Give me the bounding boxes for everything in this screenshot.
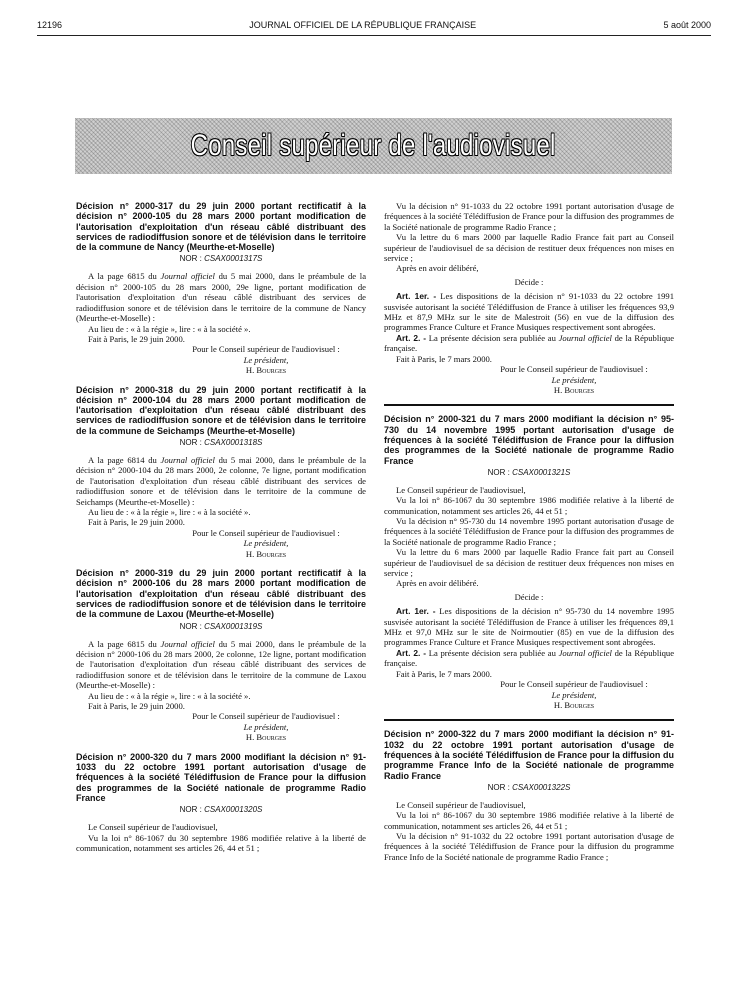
section-divider <box>384 404 674 406</box>
signature-title: Le président, <box>243 721 289 732</box>
decision-2000-318 <box>76 385 366 560</box>
paragraph: Vu la décision n° 91-1033 du 22 octobre 1991 portant autorisation d'usage de fréquences à la société Télédiffusion de France pour la diffusion des programmes de la Société nationale de programme Radio France ; <box>384 201 674 232</box>
paragraph: Le Conseil supérieur de l'audiovisuel, <box>396 484 526 495</box>
paragraph: Fait à Paris, le 7 mars 2000. <box>396 353 492 364</box>
signature-line: Pour le Conseil supérieur de l'audiovisuel : <box>500 679 648 690</box>
issue-date: 5 août 2000 <box>663 20 711 30</box>
paragraph: A la page 6815 du Journal officiel du 5 mai 2000, dans le préambule de la décision n° 2000-105 du 28 mars 2000, 29e ligne, portant modification de l'autorisation d'exploitation d'un réseau câblé distribuant des services de radiodiffusion sonore et de télévision dans le territoire de la commune de Nancy (Meurthe-et-Moselle) : <box>76 271 367 324</box>
paragraph: Le Conseil supérieur de l'audiovisuel, <box>396 799 526 810</box>
decision-title: Décision n° 2000-322 du 7 mars 2000 modifiant la décision n° 91-1032 du 22 octobre 1991 portant autorisation d'usage de fréquences à la société Télédiffusion de France pour la diffusion du programme France Info de la Société nationale de programme Radio France <box>384 729 674 781</box>
paragraph: Vu la loi n° 86-1067 du 30 septembre 1986 modifiée relative à la liberté de communication, notamment ses articles 26, 44 et 51 ; <box>384 495 674 516</box>
signature-line: Pour le Conseil supérieur de l'audiovisuel : <box>192 711 340 722</box>
decide-heading: Décide : <box>514 591 544 602</box>
paragraph: Vu la loi n° 86-1067 du 30 septembre 1986 modifiée relative à la liberté de communication, notamment ses articles 26, 44 et 51 ; <box>76 832 366 853</box>
signature-name: H. Bourges <box>245 548 287 559</box>
paragraph: Vu la lettre du 6 mars 2000 par laquelle Radio France fait part au Conseil supérieur de l'audiovisuel de sa décision de restituer deux fréquences non mises en service ; <box>384 547 674 579</box>
decision-title: Décision n° 2000-321 du 7 mars 2000 modifiant la décision n° 95-730 du 14 novembre 1995 portant autorisation d'usage de fréquences à la société Télédiffusion de France pour la diffusion des programmes de la Société nationale de programme Radio France <box>384 414 674 466</box>
paragraph: Vu la loi n° 86-1067 du 30 septembre 1986 modifiée relative à la liberté de communication, notamment ses articles 26, 44 et 51 ; <box>384 810 674 831</box>
nor-reference: NOR : CSAX0001319S <box>179 621 263 631</box>
nor-reference: NOR : CSAX0001320S <box>179 805 263 815</box>
decision-2000-321 <box>384 414 674 710</box>
signature-title: Le président, <box>551 689 597 700</box>
section-banner <box>75 118 672 174</box>
paragraph: Au lieu de : « à la régie », lire : « à la société ». <box>88 690 251 701</box>
paragraph: Fait à Paris, le 29 juin 2000. <box>88 333 185 344</box>
signature-line: Pour le Conseil supérieur de l'audiovisuel : <box>500 364 648 375</box>
paragraph: Au lieu de : « à la régie », lire : « à la société ». <box>88 507 251 518</box>
article-1: Art. 1er. - Les dispositions de la décision n° 91-1033 du 22 octobre 1991 susvisée autorisant la société Télédiffusion de France à utiliser les fréquences 93,9 MHz et 87,9 MHz sur le site de Malestroit (56) en vue de la diffusion des programmes France Culture et France Musiques respectivement sont abrogées. <box>384 291 674 333</box>
decision-title: Décision n° 2000-320 du 7 mars 2000 modifiant la décision n° 91-1033 du 22 octobre 1991 portant autorisation d'usage de fréquences à la société Télédiffusion de France pour la diffusion des programmes de la Société nationale de programme Radio France <box>76 751 366 803</box>
nor-reference: NOR : CSAX0001318S <box>179 438 263 448</box>
header-rule <box>37 35 711 36</box>
decide-heading: Décide : <box>514 276 544 287</box>
right-column <box>384 201 674 871</box>
decision-2000-320-continued <box>384 201 674 395</box>
paragraph: Fait à Paris, le 29 juin 2000. <box>88 701 185 712</box>
article-2: Art. 2. - La présente décision sera publiée au Journal officiel de la République française. <box>384 332 675 354</box>
paragraph: A la page 6815 du Journal officiel du 5 mai 2000, dans le préambule de la décision n° 2000-106 du 28 mars 2000, 2e colonne, 12e ligne, portant modification de l'autorisation d'exploitation d'un réseau câblé distribuant des services de radiodiffusion sonore et de télévision dans le territoire de la commune de Laxou (Meurthe-et-Moselle) : <box>76 638 367 691</box>
paragraph: A la page 6814 du Journal officiel du 5 mai 2000, dans le préambule de la décision n° 2000-104 du 28 mars 2000, 2e colonne, 7e ligne, portant modification de l'autorisation d'exploitation d'un réseau câblé distribuant des services de radiodiffusion sonore et de télévision dans le territoire de la commune de Seichamps (Meurthe-et-Moselle) : <box>76 455 367 507</box>
section-divider <box>384 719 674 721</box>
nor-reference: NOR : CSAX0001322S <box>487 782 571 792</box>
nor-reference: NOR : CSAX0001317S <box>179 254 263 264</box>
decision-2000-317 <box>76 201 366 376</box>
page-number: 12196 <box>37 20 63 30</box>
paragraph: Après en avoir délibéré, <box>396 263 479 274</box>
decision-2000-320 <box>76 752 366 854</box>
paragraph: Fait à Paris, le 7 mars 2000. <box>396 668 492 679</box>
signature-line: Pour le Conseil supérieur de l'audiovisuel : <box>192 527 340 538</box>
paragraph: Le Conseil supérieur de l'audiovisuel, <box>88 822 218 833</box>
paragraph: Après en avoir délibéré. <box>396 578 479 589</box>
article-1: Art. 1er. - Les dispositions de la décision n° 95-730 du 14 novembre 1995 susvisée autorisant la société Télédiffusion de France à utiliser les fréquences 89,1 MHz et 97,0 MHz sur le site de Noirmoutier (85) en vue de la diffusion des programmes France Culture et France Musiques respectivement sont abrogées. <box>384 606 674 648</box>
nor-reference: NOR : CSAX0001321S <box>487 467 571 477</box>
signature-title: Le président, <box>243 538 289 549</box>
signature-name: H. Bourges <box>553 699 595 710</box>
paragraph: Vu la lettre du 6 mars 2000 par laquelle Radio France fait part au Conseil supérieur de l'audiovisuel de sa décision de restituer deux fréquences non mises en service ; <box>384 232 674 264</box>
decision-2000-319 <box>76 568 366 743</box>
decision-title: Décision n° 2000-319 du 29 juin 2000 portant rectificatif à la décision n° 2000-106 du 28 mars 2000 portant modification de l'autorisation d'exploitation d'un réseau câblé distribuant des services de radiodiffusion sonore et de télévision dans le territoire de la commune de Laxou (Meurthe-et-Moselle) <box>76 568 366 620</box>
left-column <box>76 201 366 862</box>
paragraph: Vu la décision n° 95-730 du 14 novembre 1995 portant autorisation d'usage de fréquences à la société Télédiffusion de France pour la diffusion des programmes de la Société nationale de programme Radio France ; <box>384 516 674 547</box>
paragraph: Au lieu de : « à la régie », lire : « à la société ». <box>88 323 251 334</box>
decision-title: Décision n° 2000-318 du 29 juin 2000 portant rectificatif à la décision n° 2000-104 du 28 mars 2000 portant modification de l'autorisation d'exploitation d'un réseau câblé distribuant des services de radiodiffusion sonore et de télévision dans le territoire de la commune de Seichamps (Meurthe-et-Moselle) <box>76 384 366 436</box>
signature-name: H. Bourges <box>245 732 287 743</box>
article-2: Art. 2. - La présente décision sera publiée au Journal officiel de la République française. <box>384 647 675 669</box>
paragraph: Fait à Paris, le 29 juin 2000. <box>88 517 185 528</box>
decision-title: Décision n° 2000-317 du 29 juin 2000 portant rectificatif à la décision n° 2000-105 du 28 mars 2000 portant modification de l'autorisation d'exploitation d'un réseau câblé distribuant des services de radiodiffusion sonore et de télévision dans le territoire de la commune de Nancy (Meurthe-et-Moselle) <box>76 201 366 253</box>
decision-2000-322 <box>384 729 674 862</box>
signature-name: H. Bourges <box>553 384 595 395</box>
page-header <box>37 18 711 32</box>
banner-title: Conseil supérieur de l'audiovisuel <box>191 129 556 162</box>
signature-name: H. Bourges <box>245 365 287 376</box>
signature-line: Pour le Conseil supérieur de l'audiovisuel : <box>192 344 340 355</box>
signature-title: Le président, <box>551 374 597 385</box>
signature-title: Le président, <box>243 354 289 365</box>
journal-title: JOURNAL OFFICIEL DE LA RÉPUBLIQUE FRANÇAISE <box>249 20 477 30</box>
paragraph: Vu la décision n° 91-1032 du 22 octobre 1991 portant autorisation d'usage de fréquences à la société Télédiffusion de France pour la diffusion du programme France Info de la Société nationale de programme Radio France ; <box>384 831 674 862</box>
